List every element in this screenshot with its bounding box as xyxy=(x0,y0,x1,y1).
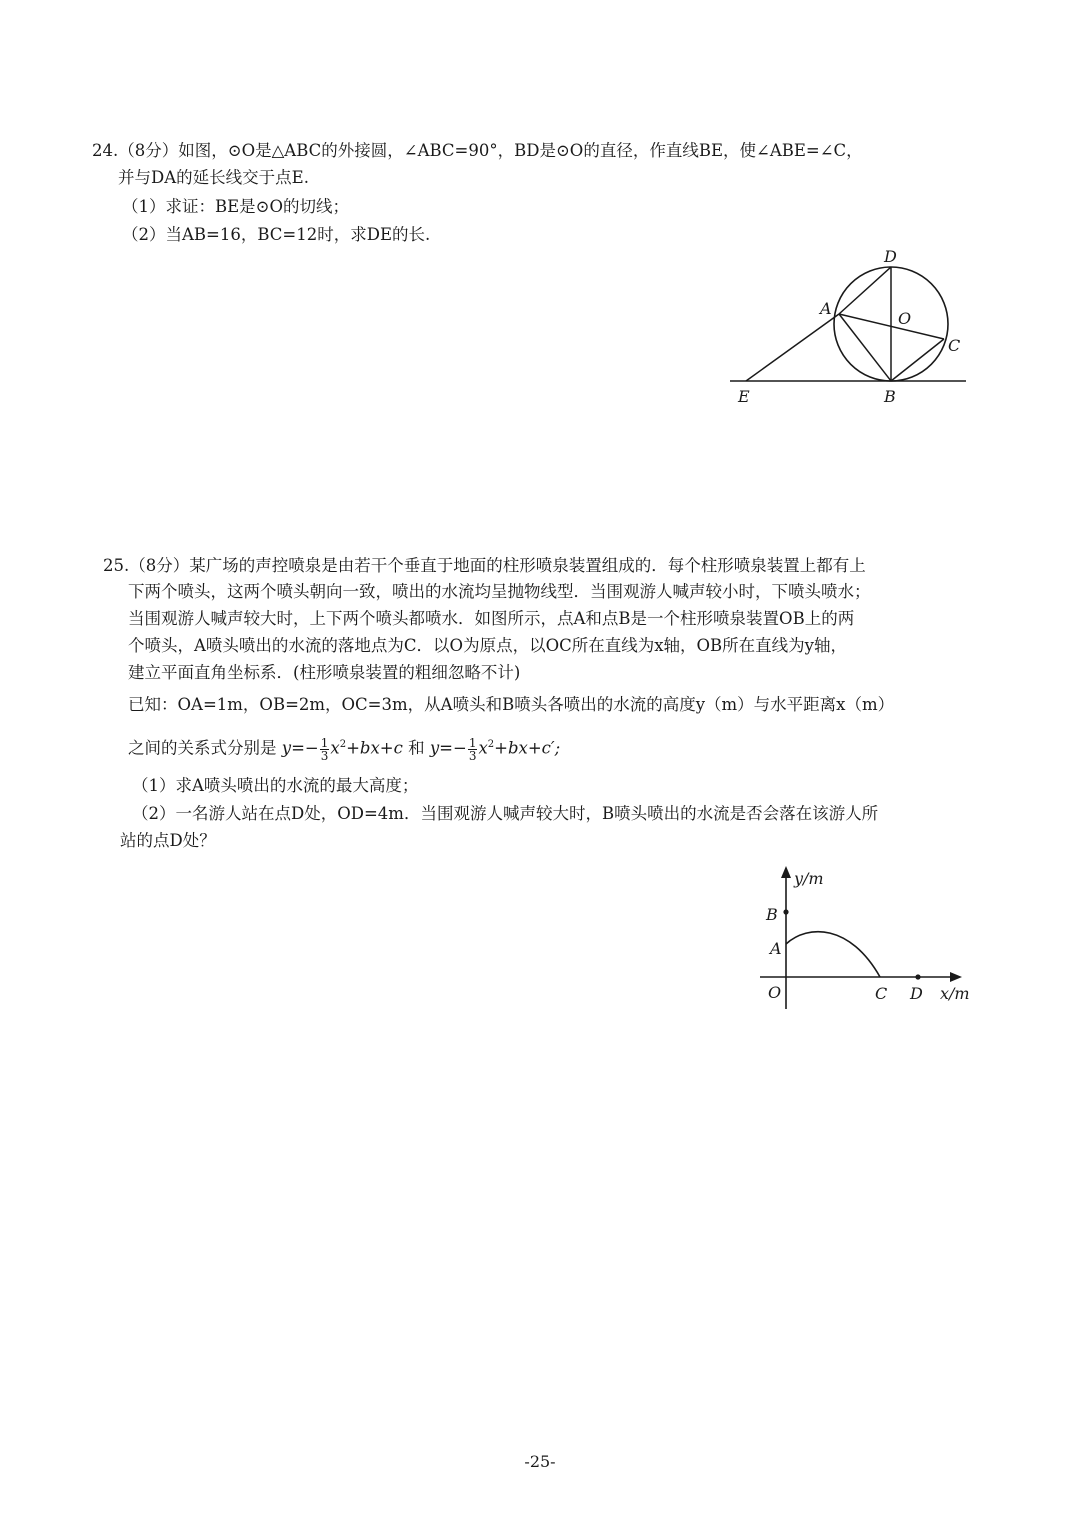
equation-intro: 之间的关系式分别是 xyxy=(128,738,277,758)
q25-subquestion-2-line-1: （2）一名游人站在点D处，OD=4m．当围观游人喊声较大时，B喷头喷出的水流是否会落在该游人所 xyxy=(132,804,879,823)
water-arc-from-a xyxy=(786,932,880,977)
label-y-axis: y/m xyxy=(794,869,824,888)
label-a: A xyxy=(770,939,782,958)
q25-coordinate-figure xyxy=(750,862,980,1017)
equation-a-lead: y=− xyxy=(281,738,319,758)
q24-subquestion-1: （1）求证：BE是⊙O的切线； xyxy=(122,197,350,216)
q25-stem-line-5: 建立平面直角坐标系．(柱形喷泉装置的粗细忽略不计) xyxy=(128,663,521,682)
label-a: A xyxy=(820,299,832,318)
fraction-one-third: $\frac{1}{3}$ xyxy=(320,735,329,763)
point-b xyxy=(783,909,788,914)
q25-known-conditions: 已知：OA=1m，OB=2m，OC=3m，从A喷头和B喷头各喷出的水流的高度y（m）与水平距离x（m） xyxy=(128,695,895,714)
q24-subquestion-2: （2）当AB=16，BC=12时，求DE的长. xyxy=(122,225,431,244)
equation-b-x: x xyxy=(478,738,488,758)
q25-subquestion-2-line-2: 站的点D处？ xyxy=(120,831,216,850)
label-b: B xyxy=(884,387,896,406)
page-number: -25- xyxy=(524,1452,556,1471)
equation-connector: 和 xyxy=(408,738,425,758)
q25-stem-line-2: 下两个喷头，这两个喷头朝向一致，喷出的水流均呈抛物线型．当围观游人喊声较小时，下喷头喷水； xyxy=(128,582,871,601)
q24-geometry-figure xyxy=(720,250,980,410)
x-axis-arrow-icon xyxy=(950,972,962,982)
q25-relation-equations xyxy=(128,734,560,762)
equation-b-exponent: 2 xyxy=(487,739,495,750)
segment-ea xyxy=(746,314,839,381)
equation-b-tail: +bx+c′; xyxy=(494,738,561,758)
label-b: B xyxy=(766,905,778,924)
label-d: D xyxy=(910,984,923,1003)
equation-a-tail: +bx+c xyxy=(346,738,403,758)
label-c: C xyxy=(948,336,961,355)
equation-a-x: x xyxy=(330,738,340,758)
q24-stem-line-1: 24.（8分）如图，⊙O是△ABC的外接圆，∠ABC=90°，BD是⊙O的直径，作直线BE，使∠ABE=∠C， xyxy=(92,141,863,160)
label-o: O xyxy=(768,983,782,1002)
q25-stem-line-4: 个喷头，A喷头喷出的水流的落地点为C．以O为原点，以OC所在直线为x轴，OB所在直线为y轴， xyxy=(128,636,847,655)
q25-subquestion-1: （1）求A喷头喷出的水流的最大高度； xyxy=(132,776,419,795)
q25-stem-line-3: 当围观游人喊声较大时，上下两个喷头都喷水．如图所示，点A和点B是一个柱形喷泉装置OB上的两 xyxy=(128,609,855,628)
label-c: C xyxy=(875,984,888,1003)
point-d xyxy=(915,974,920,979)
label-x-axis: x/m xyxy=(940,984,970,1003)
label-o: O xyxy=(898,309,912,328)
label-d: D xyxy=(884,250,897,266)
y-axis-arrow-icon xyxy=(781,866,791,878)
q25-stem-line-1: 25.（8分）某广场的声控喷泉是由若干个垂直于地面的柱形喷泉装置组成的．每个柱形喷泉装置上都有上 xyxy=(103,556,866,575)
label-e: E xyxy=(738,387,750,406)
equation-a-exponent: 2 xyxy=(339,739,347,750)
equation-b-lead: y=− xyxy=(429,738,467,758)
fraction-one-third: $\frac{1}{3}$ xyxy=(468,735,477,763)
q24-stem-line-2: 并与DA的延长线交于点E. xyxy=(118,168,309,187)
